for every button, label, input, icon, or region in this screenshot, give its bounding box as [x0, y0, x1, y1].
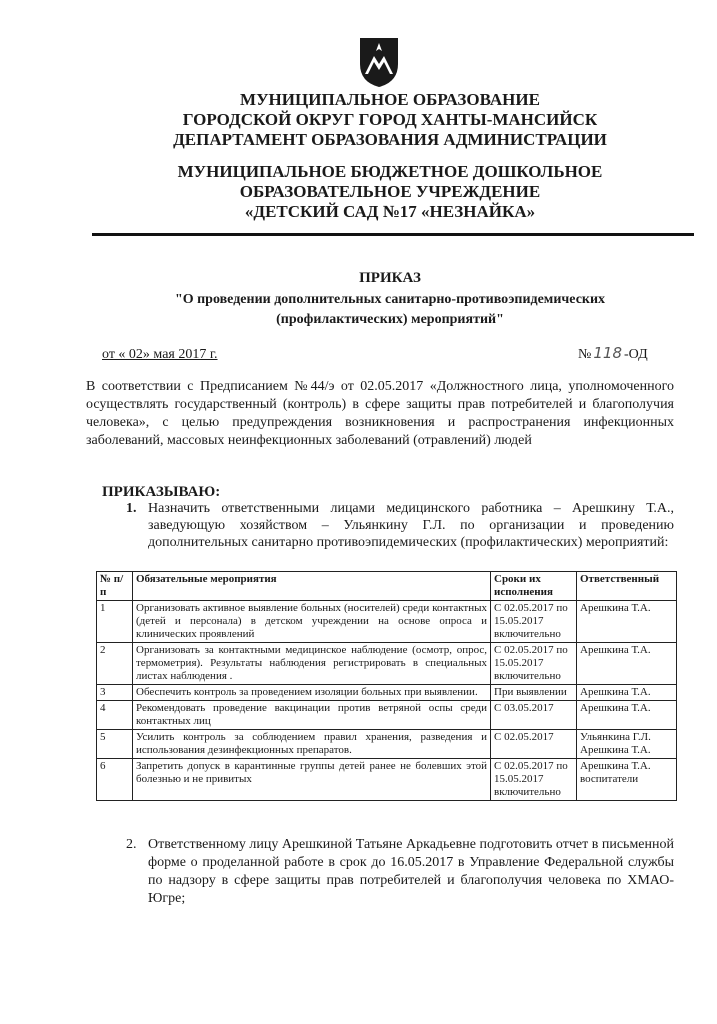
header-line: ОБРАЗОВАТЕЛЬНОЕ УЧРЕЖДЕНИЕ — [239, 182, 541, 201]
order-date: от « 02» мая 2017 г. — [102, 347, 218, 362]
measure-cell: Обеспечить контроль за проведением изоляции больных при выявлении. — [133, 685, 491, 701]
measure-cell: Организовать за контактными медицинское наблюдение (осмотр, опрос, термометрия). Результаты наблюдения регистрировать в специальных листах наблюдения . — [133, 643, 491, 685]
deadline-cell: С 03.05.2017 — [491, 701, 577, 730]
intro-paragraph: В соответствии с Предписанием №44/э от 02.05.2017 «Должностного лица, уполномоченного осуществлять государственный (контроль) в сфере защиты прав потребителей и благополучия человека», с целью предупреждения возникновения и распространения инфекционных заболеваний, массовых неинфекционных заболеваний (отравлений) людей — [86, 379, 674, 448]
responsible-cell: Ульянкина Г.Л. Арешкина Т.А. — [577, 730, 677, 759]
municipality-header — [60, 90, 717, 150]
table-row — [97, 685, 677, 701]
header-line: МУНИЦИПАЛЬНОЕ БЮДЖЕТНОЕ ДОШКОЛЬНОЕ — [177, 162, 603, 181]
order-item-2 — [126, 836, 674, 908]
responsible-cell: Арешкина Т.А. воспитатели — [577, 759, 677, 801]
subtitle-line: "О проведении дополнительных санитарно-противоэпидемических — [174, 292, 606, 307]
measures-table — [96, 571, 677, 801]
row-number: 4 — [97, 701, 133, 730]
responsible-cell: Арешкина Т.А. — [577, 643, 677, 685]
item-number: 2. — [126, 837, 137, 852]
responsible-cell: Арешкина Т.А. — [577, 701, 677, 730]
deadline-cell: С 02.05.2017 — [491, 730, 577, 759]
coat-of-arms-icon — [358, 34, 400, 88]
order-number — [578, 344, 648, 363]
order-title: ПРИКАЗ — [359, 270, 421, 286]
measure-cell: Запретить допуск в карантинные группы детей ранее не болевших этой болезнью и не привитых — [133, 759, 491, 801]
institution-header — [60, 162, 717, 222]
header-line: ДЕПАРТАМЕНТ ОБРАЗОВАНИЯ АДМИНИСТРАЦИИ — [173, 130, 607, 149]
responsible-cell: Арешкина Т.А. — [577, 601, 677, 643]
deadline-cell: С 02.05.2017 по 15.05.2017 включительно — [491, 759, 577, 801]
deadline-cell: С 02.05.2017 по 15.05.2017 включительно — [491, 601, 577, 643]
header-line: «ДЕТСКИЙ САД №17 «НЕЗНАЙКА» — [244, 202, 536, 221]
header-divider — [92, 233, 694, 236]
measure-cell: Организовать активное выявление больных (носителей) среди контактных (детей и персонала) в детском учреждении на основе опроса и клинических проявлений — [133, 601, 491, 643]
row-number: 1 — [97, 601, 133, 643]
table-header-row — [97, 572, 677, 601]
responsible-cell: Арешкина Т.А. — [577, 685, 677, 701]
deadline-cell: При выявлении — [491, 685, 577, 701]
row-number: 6 — [97, 759, 133, 801]
row-number: 3 — [97, 685, 133, 701]
table-row — [97, 601, 677, 643]
table-row — [97, 701, 677, 730]
deadline-cell: С 02.05.2017 по 15.05.2017 включительно — [491, 643, 577, 685]
item-text: Ответственному лицу Арешкиной Татьяне Аркадьевне подготовить отчет в письменной форме о проделанной работе в срок до 16.05.2017 в Управление Федеральной службы по надзору в сфере защиты прав потребителей и благополучия человека по ХМАО-Югре; — [148, 837, 674, 906]
number-prefix: № — [578, 347, 592, 362]
item-text: Назначить ответственными лицами медицинского работника – Арешкину Т.А., заведующую хозяйством – Ульянкину Г.Л. по организации и проведению дополнительных санитарно противоэпидемических (профилактических) мероприятий: — [148, 501, 674, 550]
orders-heading: ПРИКАЗЫВАЮ: — [102, 484, 221, 500]
order-subtitle — [60, 290, 717, 330]
table-row — [97, 730, 677, 759]
header-line: МУНИЦИПАЛЬНОЕ ОБРАЗОВАНИЕ — [240, 90, 540, 109]
row-number: 5 — [97, 730, 133, 759]
number-suffix: -ОД — [624, 347, 648, 362]
row-number: 2 — [97, 643, 133, 685]
measure-cell: Усилить контроль за соблюдением правил хранения, разведения и использования дезинфекционных препаратов. — [133, 730, 491, 759]
item-number: 1. — [126, 501, 137, 516]
column-header: Обязательные мероприятия — [133, 572, 491, 601]
order-item-1 — [126, 500, 674, 551]
subtitle-line: (профилактических) мероприятий" — [276, 312, 504, 327]
table-row — [97, 643, 677, 685]
column-header: Сроки их исполнения — [491, 572, 577, 601]
column-header: № п/п — [97, 572, 133, 601]
header-line: ГОРОДСКОЙ ОКРУГ ГОРОД ХАНТЫ-МАНСИЙСК — [182, 110, 598, 129]
measure-cell: Рекомендовать проведение вакцинации против ветряной оспы среди контактных лиц — [133, 701, 491, 730]
handwritten-number: 118 — [593, 344, 622, 362]
table-row — [97, 759, 677, 801]
column-header: Ответственный — [577, 572, 677, 601]
